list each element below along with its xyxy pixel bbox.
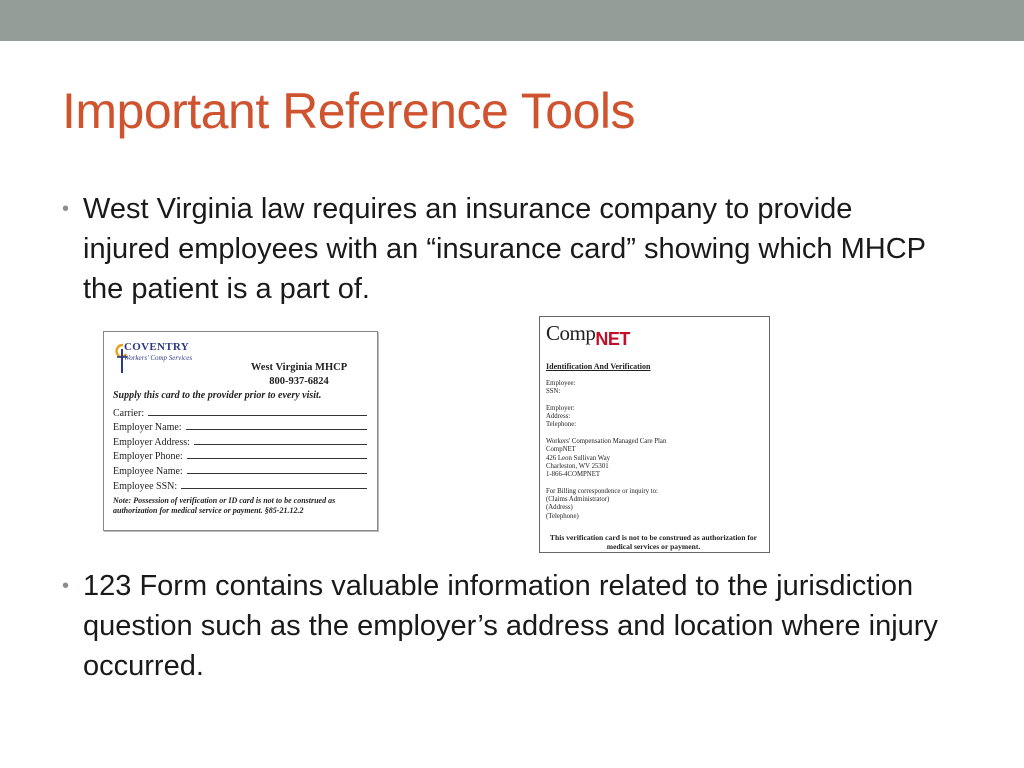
compnet-line: Charleston, WV 25301 <box>546 462 609 470</box>
compnet-gap <box>546 397 761 405</box>
supply-instruction: Supply this card to the provider prior to every visit. <box>113 390 322 401</box>
compnet-line: For Billing correspondence or inquiry to: <box>546 487 658 495</box>
compnet-line: (Claims Administrator) <box>546 496 610 504</box>
slide-title: Important Reference Tools <box>62 83 635 139</box>
coventry-insurance-card <box>103 331 378 531</box>
mhcp-phone: 800-937-6824 <box>269 376 329 387</box>
compnet-line: (Address) <box>546 504 573 512</box>
field-row <box>113 433 371 448</box>
field-line <box>187 458 367 459</box>
compnet-gap <box>546 430 761 438</box>
card-fields <box>113 404 371 492</box>
field-row <box>113 404 371 419</box>
compnet-heading: Identification And Verification <box>546 362 651 371</box>
compnet-line: 1-866-4COMPNET <box>546 471 600 479</box>
field-line <box>181 488 367 489</box>
compnet-line: Employee: <box>546 380 576 387</box>
bullet-icon: • <box>62 198 70 220</box>
compnet-line: (Telephone) <box>546 512 579 520</box>
compnet-line: Workers' Compensation Managed Care Plan <box>546 438 667 446</box>
card-heading <box>224 361 374 389</box>
compnet-line: Employer: <box>546 404 575 412</box>
field-row <box>113 477 371 492</box>
bullet-icon: • <box>62 575 70 597</box>
field-label: Employer Address: <box>113 436 190 448</box>
compnet-logo <box>546 321 630 349</box>
field-line <box>194 444 367 445</box>
field-line <box>187 473 367 474</box>
bullet-text: West Virginia law requires an insurance company to provide injured employees with an “insurance card” showing which MHCP the patient is a part of. <box>83 193 926 305</box>
field-label: Carrier: <box>113 407 145 419</box>
compnet-logo-comp: Comp <box>546 321 596 345</box>
compnet-line: SSN: <box>546 388 561 396</box>
coventry-brand: COVENTRY <box>124 341 189 353</box>
mhcp-title: West Virginia MHCP <box>250 362 348 373</box>
field-row <box>113 462 371 477</box>
compnet-logo-net: NET <box>595 329 630 349</box>
field-label: Employee Name: <box>113 465 183 477</box>
field-label: Employer Name: <box>113 422 182 434</box>
card-note: Note: Possession of verification or ID card is not to be construed as authorization for medical service or payment. §85-21.12.2 <box>113 496 336 515</box>
compnet-line: 426 Leon Sullivan Way <box>546 454 611 462</box>
bullet-text: 123 Form contains valuable information related to the jurisdiction question such as the employer’s address and location where injury occurred. <box>83 570 938 682</box>
compnet-line: CompNET <box>546 446 576 454</box>
compnet-verification-card <box>539 316 770 553</box>
field-row <box>113 448 371 463</box>
field-line <box>186 429 367 430</box>
compnet-details <box>546 380 761 521</box>
field-row <box>113 419 371 434</box>
field-label: Employer Phone: <box>113 451 183 463</box>
compnet-line: Address: <box>546 413 571 421</box>
coventry-tagline: Workers' Comp Services <box>124 354 193 362</box>
field-line <box>148 415 367 416</box>
top-accent-bar <box>0 0 1024 41</box>
compnet-line: Telephone: <box>546 421 577 429</box>
field-label: Employee SSN: <box>113 480 178 492</box>
compnet-gap <box>546 480 761 488</box>
compnet-footer: This verification card is not to be construed as authorization for medical services or payment. <box>549 533 758 551</box>
